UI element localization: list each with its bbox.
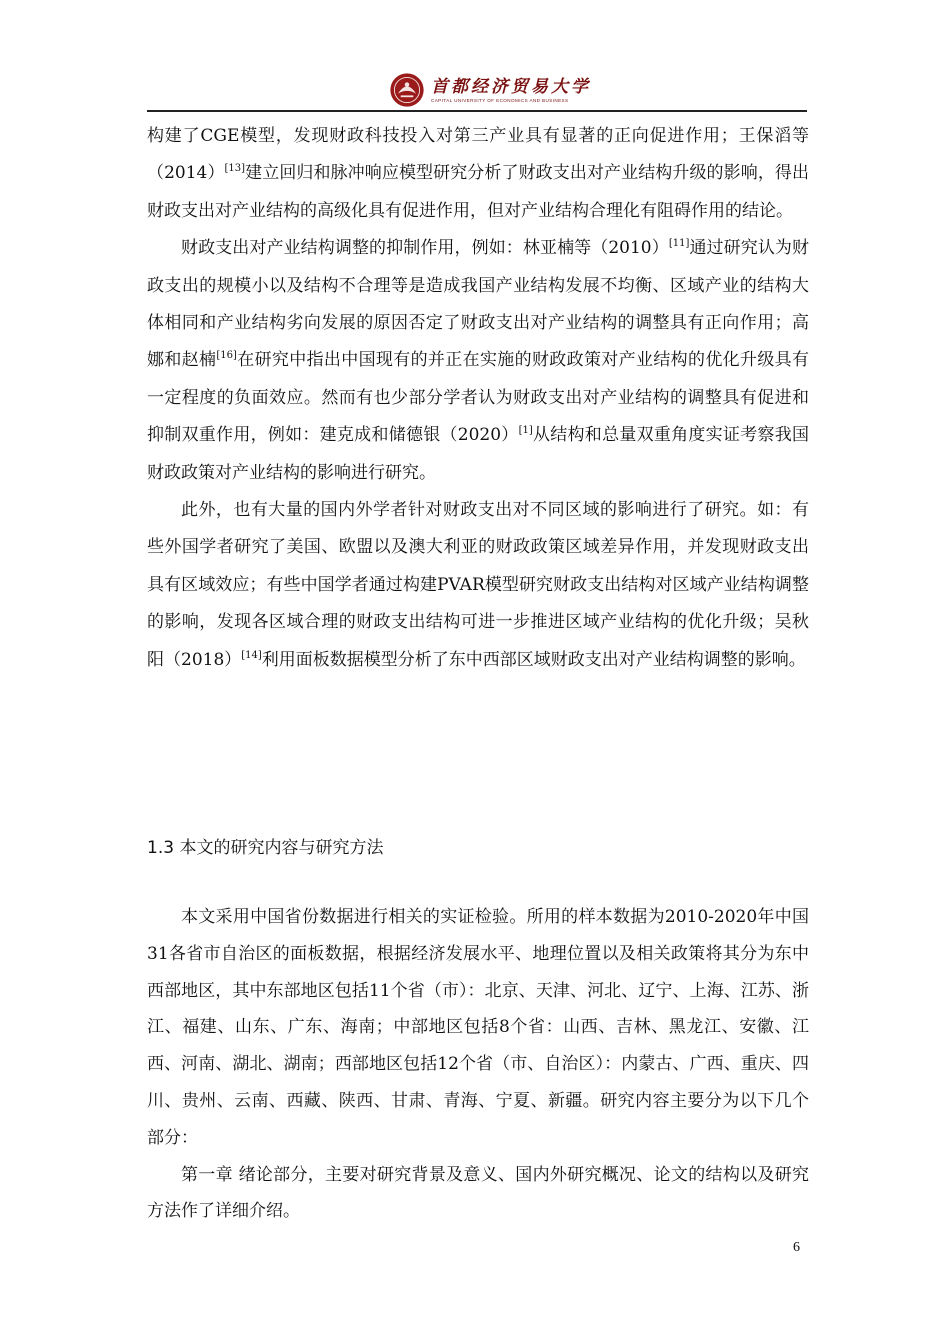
paragraph-3 [147,492,809,679]
paragraph-2-text-c: 在研究中指出中国现有的并正在实施的财政政策对产业结构的优化升级具有一定程度的负面效应。然而有也少部分学者认为财政支出对产业结构的调整具有促进和抑制双重作用，例如：建克成和储德银（2020） [147,350,810,446]
paragraph-2-text-d: 从结构和总量双重角度实证考察我国财政政策对产业结构的影响进行研究。 [147,425,809,483]
page-header [147,66,807,110]
citation: [13] [224,163,246,175]
logo-wordmark [431,77,591,104]
paragraph-3-text-a: 此外，也有大量的国内外学者针对财政支出对不同区域的影响进行了研究。如：有些外国学者研究了美国、欧盟以及澳大利亚的财政政策区域差异作用，并发现财政支出具有区域效应；有些中国学者通过构建PVAR模型研究财政支出结构对区域产业结构调整的影响，发现各区域合理的财政支出结构可进一步推进区域产业结构的优化升级；吴秋阳（2018） [147,500,809,670]
paragraph-5: 第一章 绪论部分，主要对研究背景及意义、国内外研究概况、论文的结构以及研究方法作了详细介绍。 [147,1164,809,1222]
citation: [11] [668,238,690,250]
paragraph-1-text-a: 构建了CGE模型，发现财政科技投入对第三产业具有显著的正向促进作用；王保滔等（2014） [147,126,809,184]
body-text-section [147,899,809,1230]
section-heading: 1.3 本文的研究内容与研究方法 [147,838,384,858]
body-text [147,118,809,679]
paragraph-2-text-a: 财政支出对产业结构调整的抑制作用，例如：林亚楠等（2010） [181,238,669,259]
paragraph-2 [147,230,809,492]
paragraph-2-text-b: 通过研究认为财政支出的规模小以及结构不合理等是造成我国产业结构发展不均衡、区域产业的结构大体相同和产业结构劣向发展的原因否定了财政支出对产业结构的调整具有正向作用；高娜和赵楠 [147,238,810,371]
logo-chinese-name: 首都经济贸易大学 [431,76,591,97]
university-logo [389,72,591,108]
logo-english-name: CAPITAL UNIVERSITY OF ECONOMICS AND BUSINESS [431,97,569,103]
header-rule [147,110,807,112]
paragraph-3-text-b: 利用面板数据模型分析了东中西部区域财政支出对产业结构调整的影响。 [261,649,806,670]
page-number: 6 [793,1240,800,1255]
paragraph-1 [147,118,809,230]
citation: [14] [241,649,262,661]
paragraph-1-text-b: 建立回归和脉冲响应模型研究分析了财政支出对产业结构升级的影响，得出财政支出对产业结构的高级化具有促进作用，但对产业结构合理化有阻碍作用的结论。 [147,163,809,221]
citation: [1] [518,425,533,437]
university-seal-icon [389,72,425,108]
paragraph-4: 本文采用中国省份数据进行相关的实证检验。所用的样本数据为2010-2020年中国31各省市自治区的面板数据，根据经济发展水平、地理位置以及相关政策将其分为东中西部地区，其中东部地区包括11个省（市）：北京、天津、河北、辽宁、上海、江苏、浙江、福建、山东、广东、海南；中部地区包括8个省：山西、吉林、黑龙江、安徽、江西、河南、湖北、湖南；西部地区包括12个省（市、自治区）：内蒙古、广西、重庆、四川、贵州、云南、西藏、陕西、甘肃、青海、宁夏、新疆。研究内容主要分为以下几个部分： [147,907,809,1148]
citation: [16] [216,350,237,362]
